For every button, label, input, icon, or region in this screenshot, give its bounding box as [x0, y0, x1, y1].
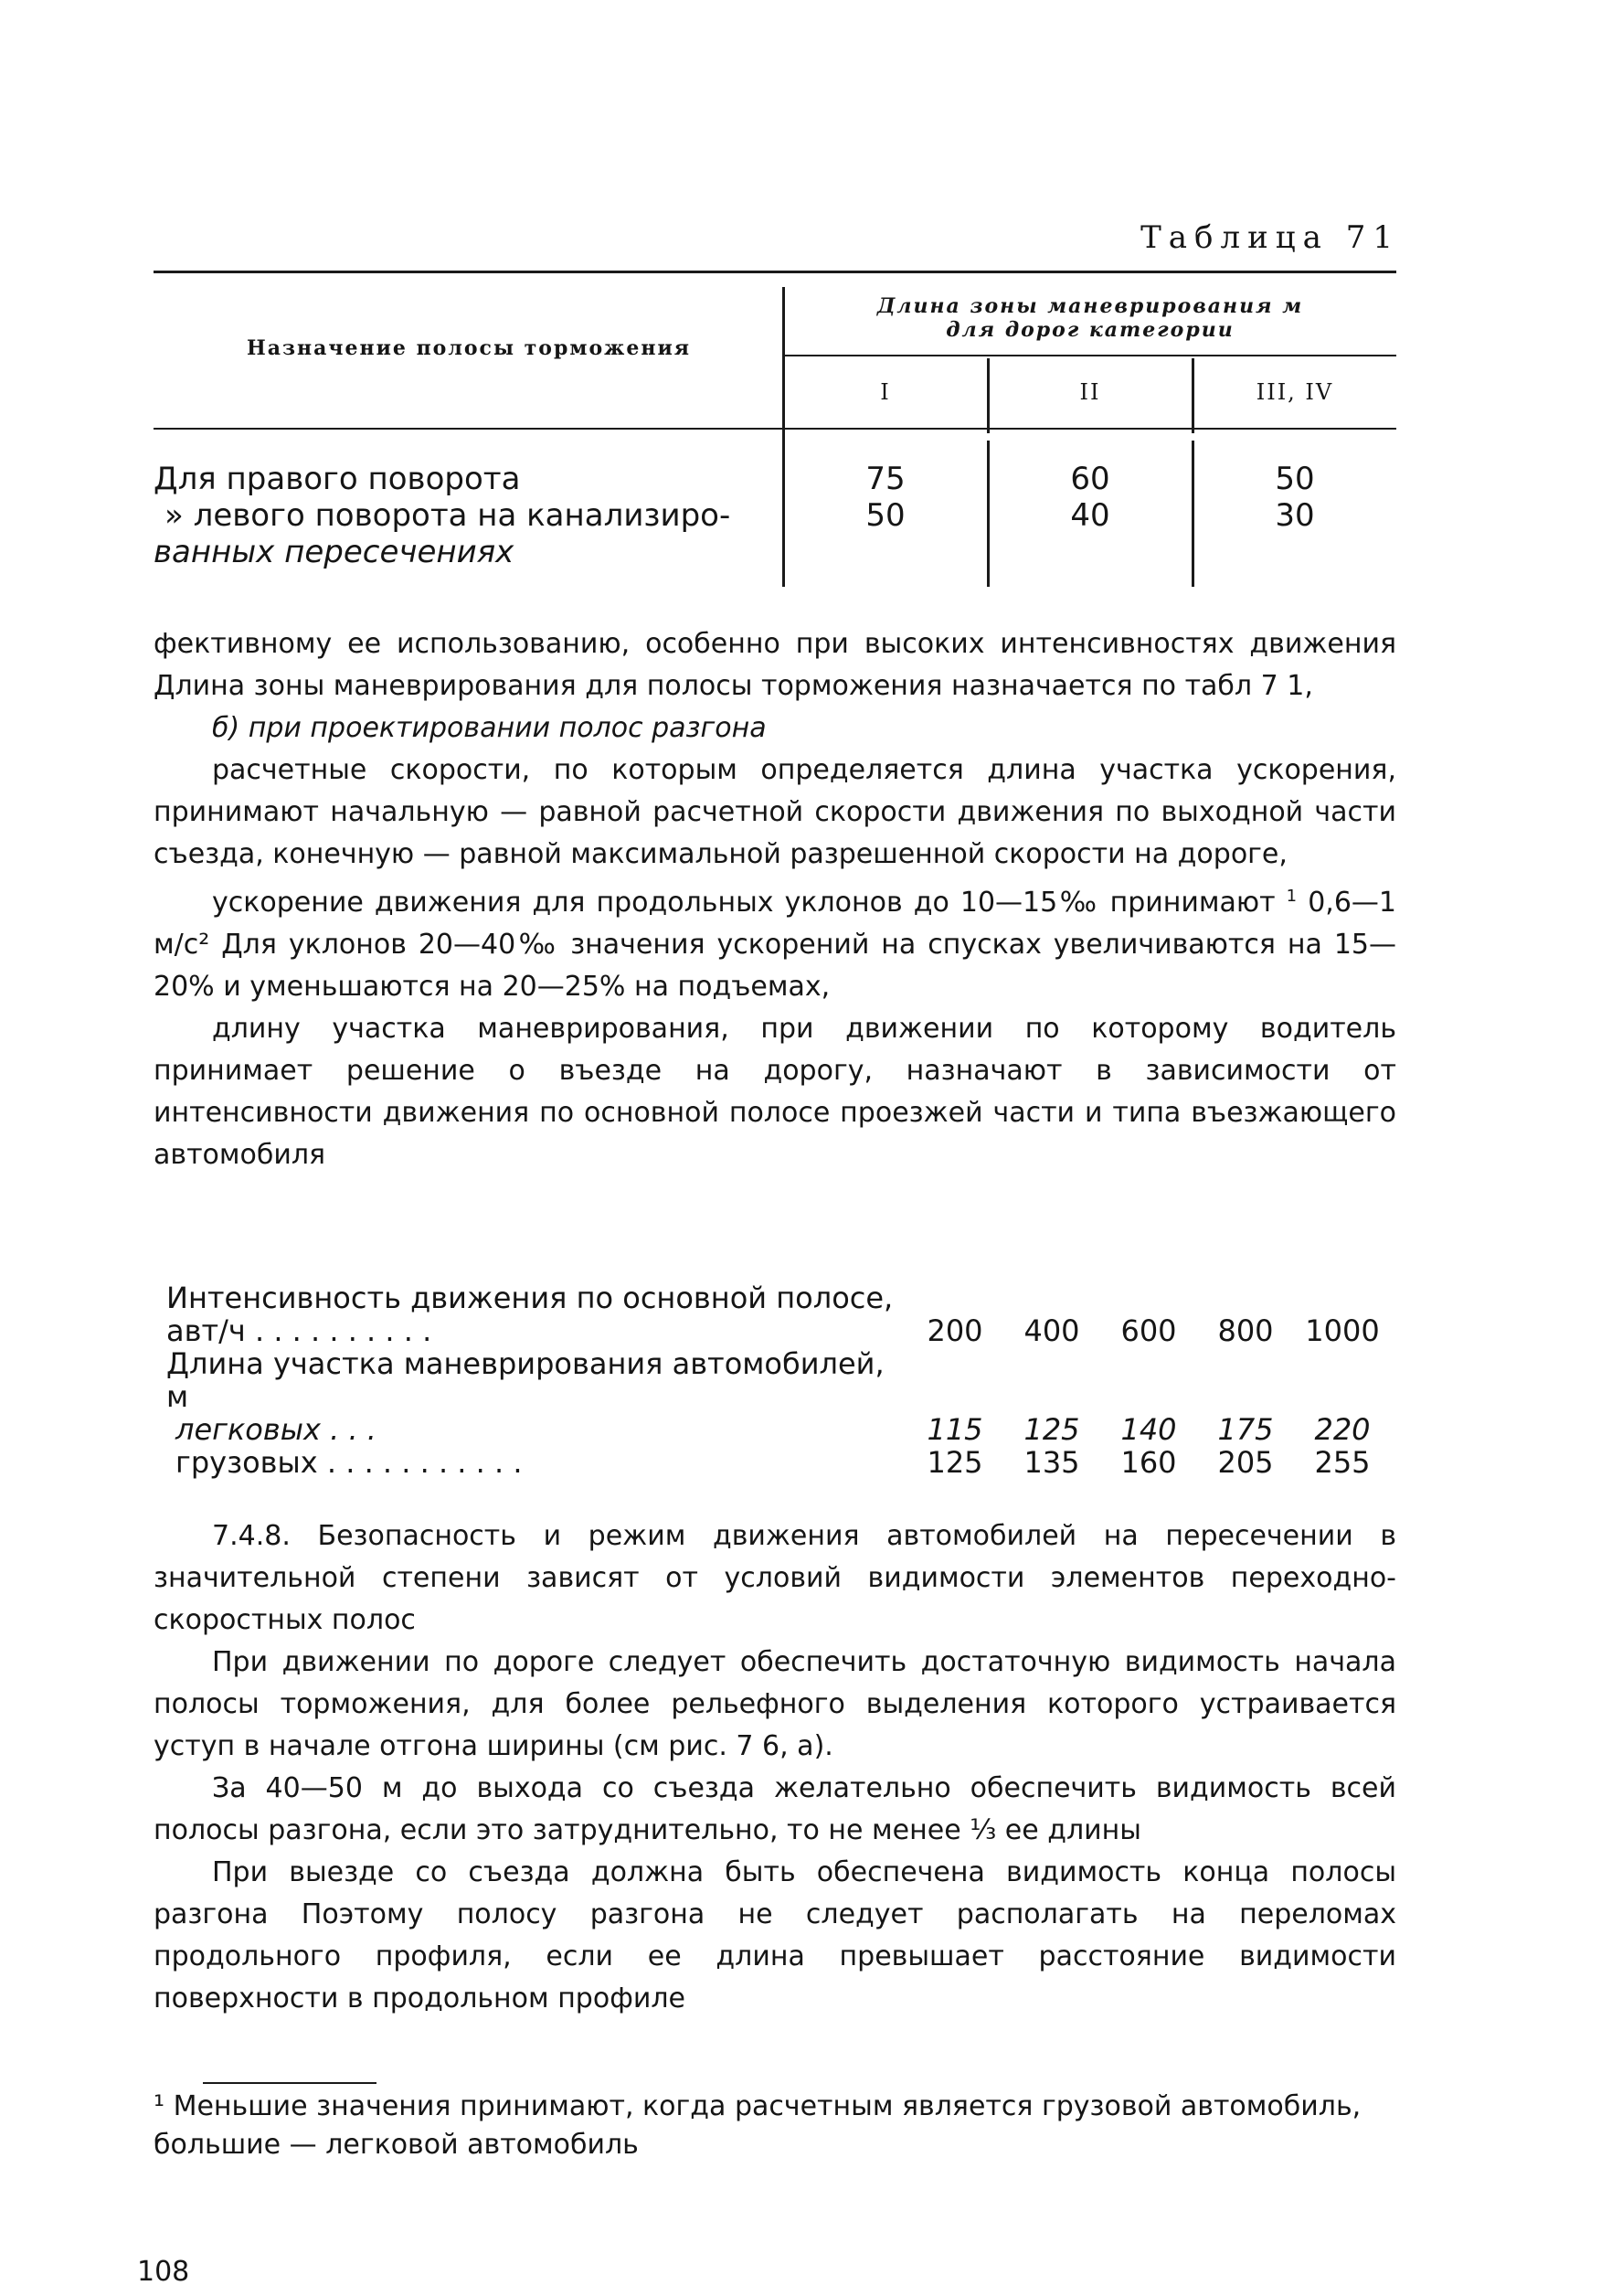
intensity-value: 200 — [927, 1313, 983, 1348]
cell-value: 60 — [1070, 461, 1110, 497]
column-values-cat-3 — [1193, 461, 1396, 534]
subheading: б) при проектировании полос разгона — [212, 712, 767, 744]
length-value: 160 — [1120, 1445, 1177, 1480]
length-value: 140 — [1120, 1412, 1177, 1447]
light-vehicle-label: легковых . . . — [175, 1412, 376, 1447]
truck-values — [907, 1446, 1391, 1479]
paragraph: 7.4.8. Безопасность и режим движения автомобилей на пересечении в значительной степени зависят от условий видимости элементов переходно-скоростных полос — [154, 1520, 1396, 1636]
intensity-block — [166, 1281, 1391, 1479]
paragraph: расчетные скорости, по которым определяется длина участка ускорения, принимают начальную — равной расчетной скорости движения по выходной части съезда, конечную — равной максимальной разрешенной скорости на дороге, — [154, 754, 1396, 870]
table-group-rule — [784, 355, 1396, 356]
intensity-value: 1000 — [1305, 1313, 1380, 1348]
table-71 — [154, 271, 1396, 587]
intensity-unit-label: авт/ч . . . . . . . . . . — [166, 1313, 432, 1348]
paragraph: длину участка маневрирования, при движении по которому водитель принимает решение о въезде на дорогу, назначают в зависимости от интенсивности движения по основной полосе проезжей части и типа въезжающего автомобиля — [154, 1013, 1396, 1171]
table-caption: Таблица 71 — [1140, 219, 1400, 256]
paragraph: фективному ее использованию, особенно при высоких интенсивностях движения Длина зоны маневрирования для полосы торможения назначается по табл 7 1, — [154, 628, 1396, 702]
column-header-cat-1: I — [880, 379, 891, 405]
column-header-group — [784, 294, 1396, 342]
intensity-value: 400 — [1023, 1313, 1080, 1348]
column-header-cat-3: III, IV — [1256, 379, 1334, 405]
table-top-rule — [154, 271, 1396, 273]
intensity-value: 600 — [1120, 1313, 1177, 1348]
length-value: 220 — [1314, 1412, 1371, 1447]
column-values-cat-2 — [989, 461, 1192, 534]
page-number: 108 — [137, 2256, 190, 2288]
footnote: ¹ Меньшие значения принимают, когда расчетным является грузовой автомобиль, большие — легковой автомобиль — [154, 2090, 1362, 2161]
body-text-lower — [154, 1515, 1396, 2020]
cell-value: 75 — [865, 461, 906, 497]
column-header-cat-2: II — [1079, 379, 1101, 405]
group-header-line2: для дорог категории — [946, 318, 1235, 342]
length-unit: м — [166, 1379, 189, 1414]
paragraph-part: 0,6—1 м/с² Для уклонов 20—40‰ значения ускорений на спусках увеличиваются на 15—20% и уменьшаются на 20—25% на подъемах, — [154, 887, 1396, 1003]
row-label-left-turn-cont: ванных пересечениях — [154, 534, 514, 570]
footnote-marker: 1 — [1286, 887, 1298, 906]
length-value: 255 — [1314, 1445, 1371, 1480]
cell-value: 50 — [865, 497, 906, 534]
cell-value: 30 — [1275, 497, 1315, 534]
intensity-values — [907, 1314, 1391, 1347]
length-value: 125 — [927, 1445, 983, 1480]
table-row-labels — [154, 461, 775, 570]
intensity-value: 800 — [1217, 1313, 1274, 1348]
cell-value: 50 — [1275, 461, 1315, 497]
length-value: 115 — [927, 1412, 983, 1447]
paragraph: При выезде со съезда должна быть обеспечена видимость конца полосы разгона Поэтому полосу разгона не следует располагать на переломах продольного профиля, если ее длина превышает расстояние видимости поверхности в продольном профиле — [154, 1856, 1396, 2014]
cell-value: 40 — [1070, 497, 1110, 534]
paragraph: При движении по дороге следует обеспечить достаточную видимость начала полосы торможения, для более рельефного выделения которого устраивается уступ в начале отгона ширины (см рис. 7 6, а). — [154, 1646, 1396, 1762]
row-label-left-turn: » левого поворота на канализиро- — [164, 497, 731, 534]
paragraph — [154, 876, 1396, 1008]
length-value: 205 — [1217, 1445, 1274, 1480]
row-label-right-turn: Для правого поворота — [154, 461, 521, 497]
body-text-upper — [154, 623, 1396, 1176]
truck-label: грузовых . . . . . . . . . . . — [175, 1445, 523, 1480]
column-values-cat-1 — [784, 461, 987, 534]
footnote-rule — [203, 2082, 376, 2084]
group-header-line1: Длина зоны маневрирования м — [876, 294, 1304, 318]
paragraph: За 40—50 м до выхода со съезда желательно обеспечить видимость всей полосы разгона, если это затруднительно, то не менее ⅓ ее длины — [154, 1772, 1396, 1846]
paragraph-part: ускорение движения для продольных уклонов до 10—15‰ принимают — [212, 887, 1276, 919]
length-value: 135 — [1023, 1445, 1080, 1480]
light-vehicle-values — [907, 1413, 1391, 1446]
table-header-rule — [154, 428, 1396, 430]
length-value: 125 — [1023, 1412, 1080, 1447]
length-value: 175 — [1217, 1412, 1274, 1447]
length-label: Длина участка маневрирования автомобилей, — [166, 1346, 885, 1381]
intensity-label: Интенсивность движения по основной полосе, — [166, 1281, 894, 1315]
column-header-purpose: Назначение полосы торможения — [246, 336, 692, 360]
